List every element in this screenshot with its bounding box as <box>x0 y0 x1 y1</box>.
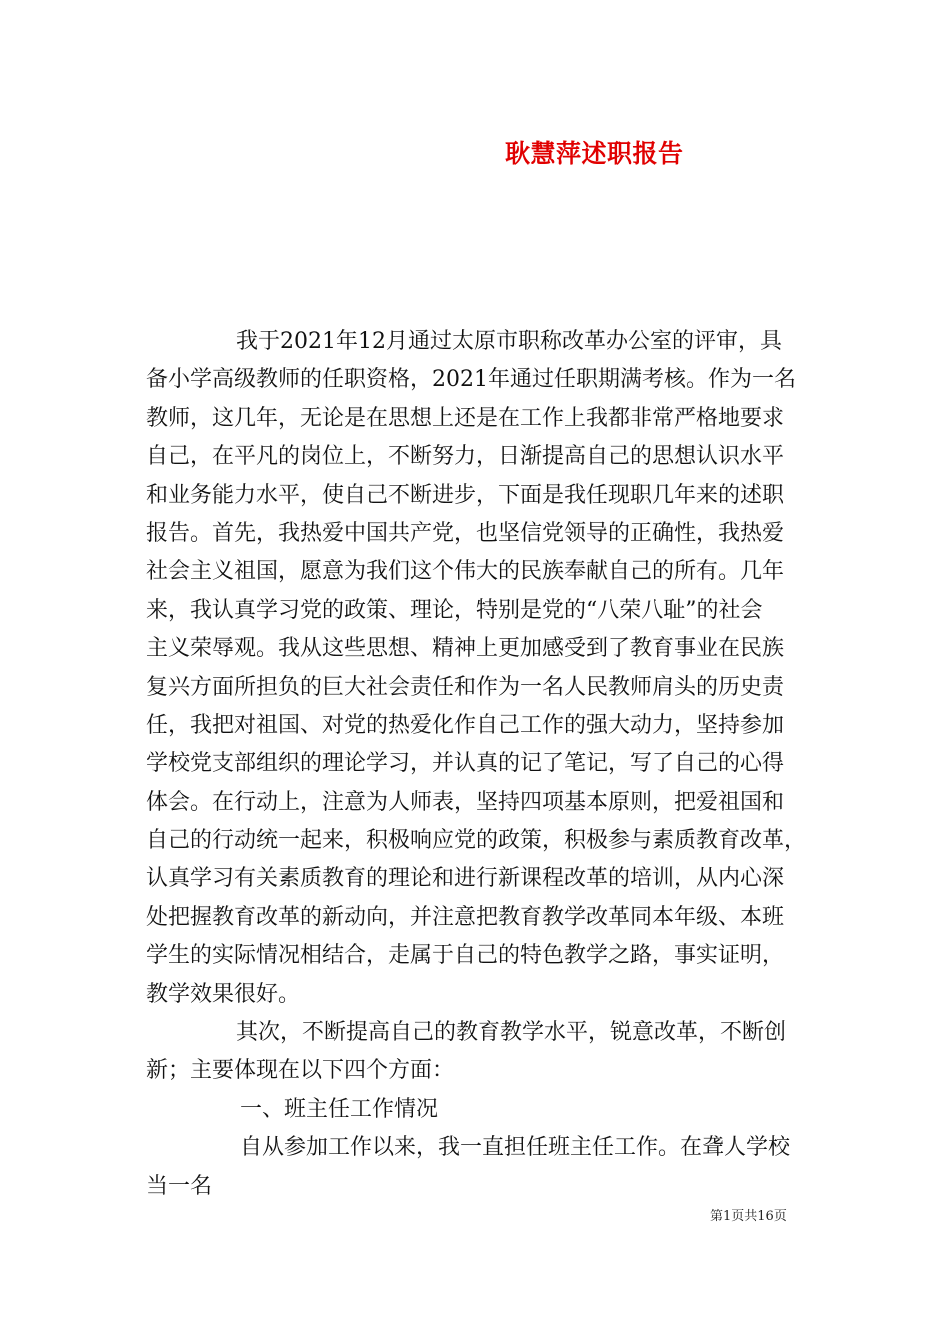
paragraph-line: 主义荣辱观。我从这些思想、精神上更加感受到了教育事业在民族 <box>146 636 785 662</box>
paragraph-line: 来，我认真学习党的政策、理论，特别是党的“八荣八耻”的社会 <box>146 597 763 623</box>
paragraph-line: 自己的行动统一起来，积极响应党的政策，积极参与素质教育改革， <box>146 828 807 854</box>
paragraph-line: 新；主要体现在以下四个方面： <box>146 1058 455 1084</box>
paragraph-line: 备小学高级教师的任职资格，2021年通过任职期满考核。作为一名 <box>146 367 796 393</box>
paragraph-line: 自己，在平凡的岗位上，不断努力，日渐提高自己的思想认识水平 <box>146 444 785 470</box>
paragraph-line: 教师，这几年，无论是在思想上还是在工作上我都非常严格地要求 <box>146 405 785 431</box>
paragraph-line: 自从参加工作以来，我一直担任班主任工作。在聋人学校 <box>240 1135 791 1161</box>
paragraph-line: 学校党支部组织的理论学习，并认真的记了笔记，写了自己的心得 <box>146 751 785 777</box>
paragraph-line: 其次，不断提高自己的教育教学水平，锐意改革，不断创 <box>236 1020 787 1046</box>
paragraph-line: 学生的实际情况相结合，走属于自己的特色教学之路，事实证明， <box>146 943 785 969</box>
paragraph-line: 社会主义祖国，愿意为我们这个伟大的民族奉献自己的所有。几年 <box>146 559 785 585</box>
section-heading: 一、班主任工作情况 <box>240 1096 439 1122</box>
document-title: 耿慧萍述职报告 <box>505 139 684 168</box>
paragraph-line: 当一名 <box>146 1173 213 1199</box>
document-body <box>146 323 806 1206</box>
paragraph-line: 认真学习有关素质教育的理论和进行新课程改革的培训，从内心深 <box>146 866 785 892</box>
paragraph-line: 复兴方面所担负的巨大社会责任和作为一名人民教师肩头的历史责 <box>146 674 785 700</box>
paragraph-line: 任，我把对祖国、对党的热爱化作自己工作的强大动力，坚持参加 <box>146 712 785 738</box>
page-number-footer: 第1页共16页 <box>710 1209 787 1224</box>
paragraph-line: 报告。首先，我热爱中国共产党，也坚信党领导的正确性，我热爱 <box>146 520 785 546</box>
paragraph-line: 教学效果很好。 <box>146 981 301 1007</box>
paragraph-line: 和业务能力水平，使自己不断进步，下面是我任现职几年来的述职 <box>146 482 785 508</box>
paragraph-line: 处把握教育改革的新动向，并注意把教育教学改革同本年级、本班 <box>146 904 785 930</box>
paragraph-line: 我于2021年12月通过太原市职称改革办公室的评审，具 <box>236 329 782 354</box>
paragraph-line: 体会。在行动上，注意为人师表，坚持四项基本原则，把爱祖国和 <box>146 789 785 815</box>
